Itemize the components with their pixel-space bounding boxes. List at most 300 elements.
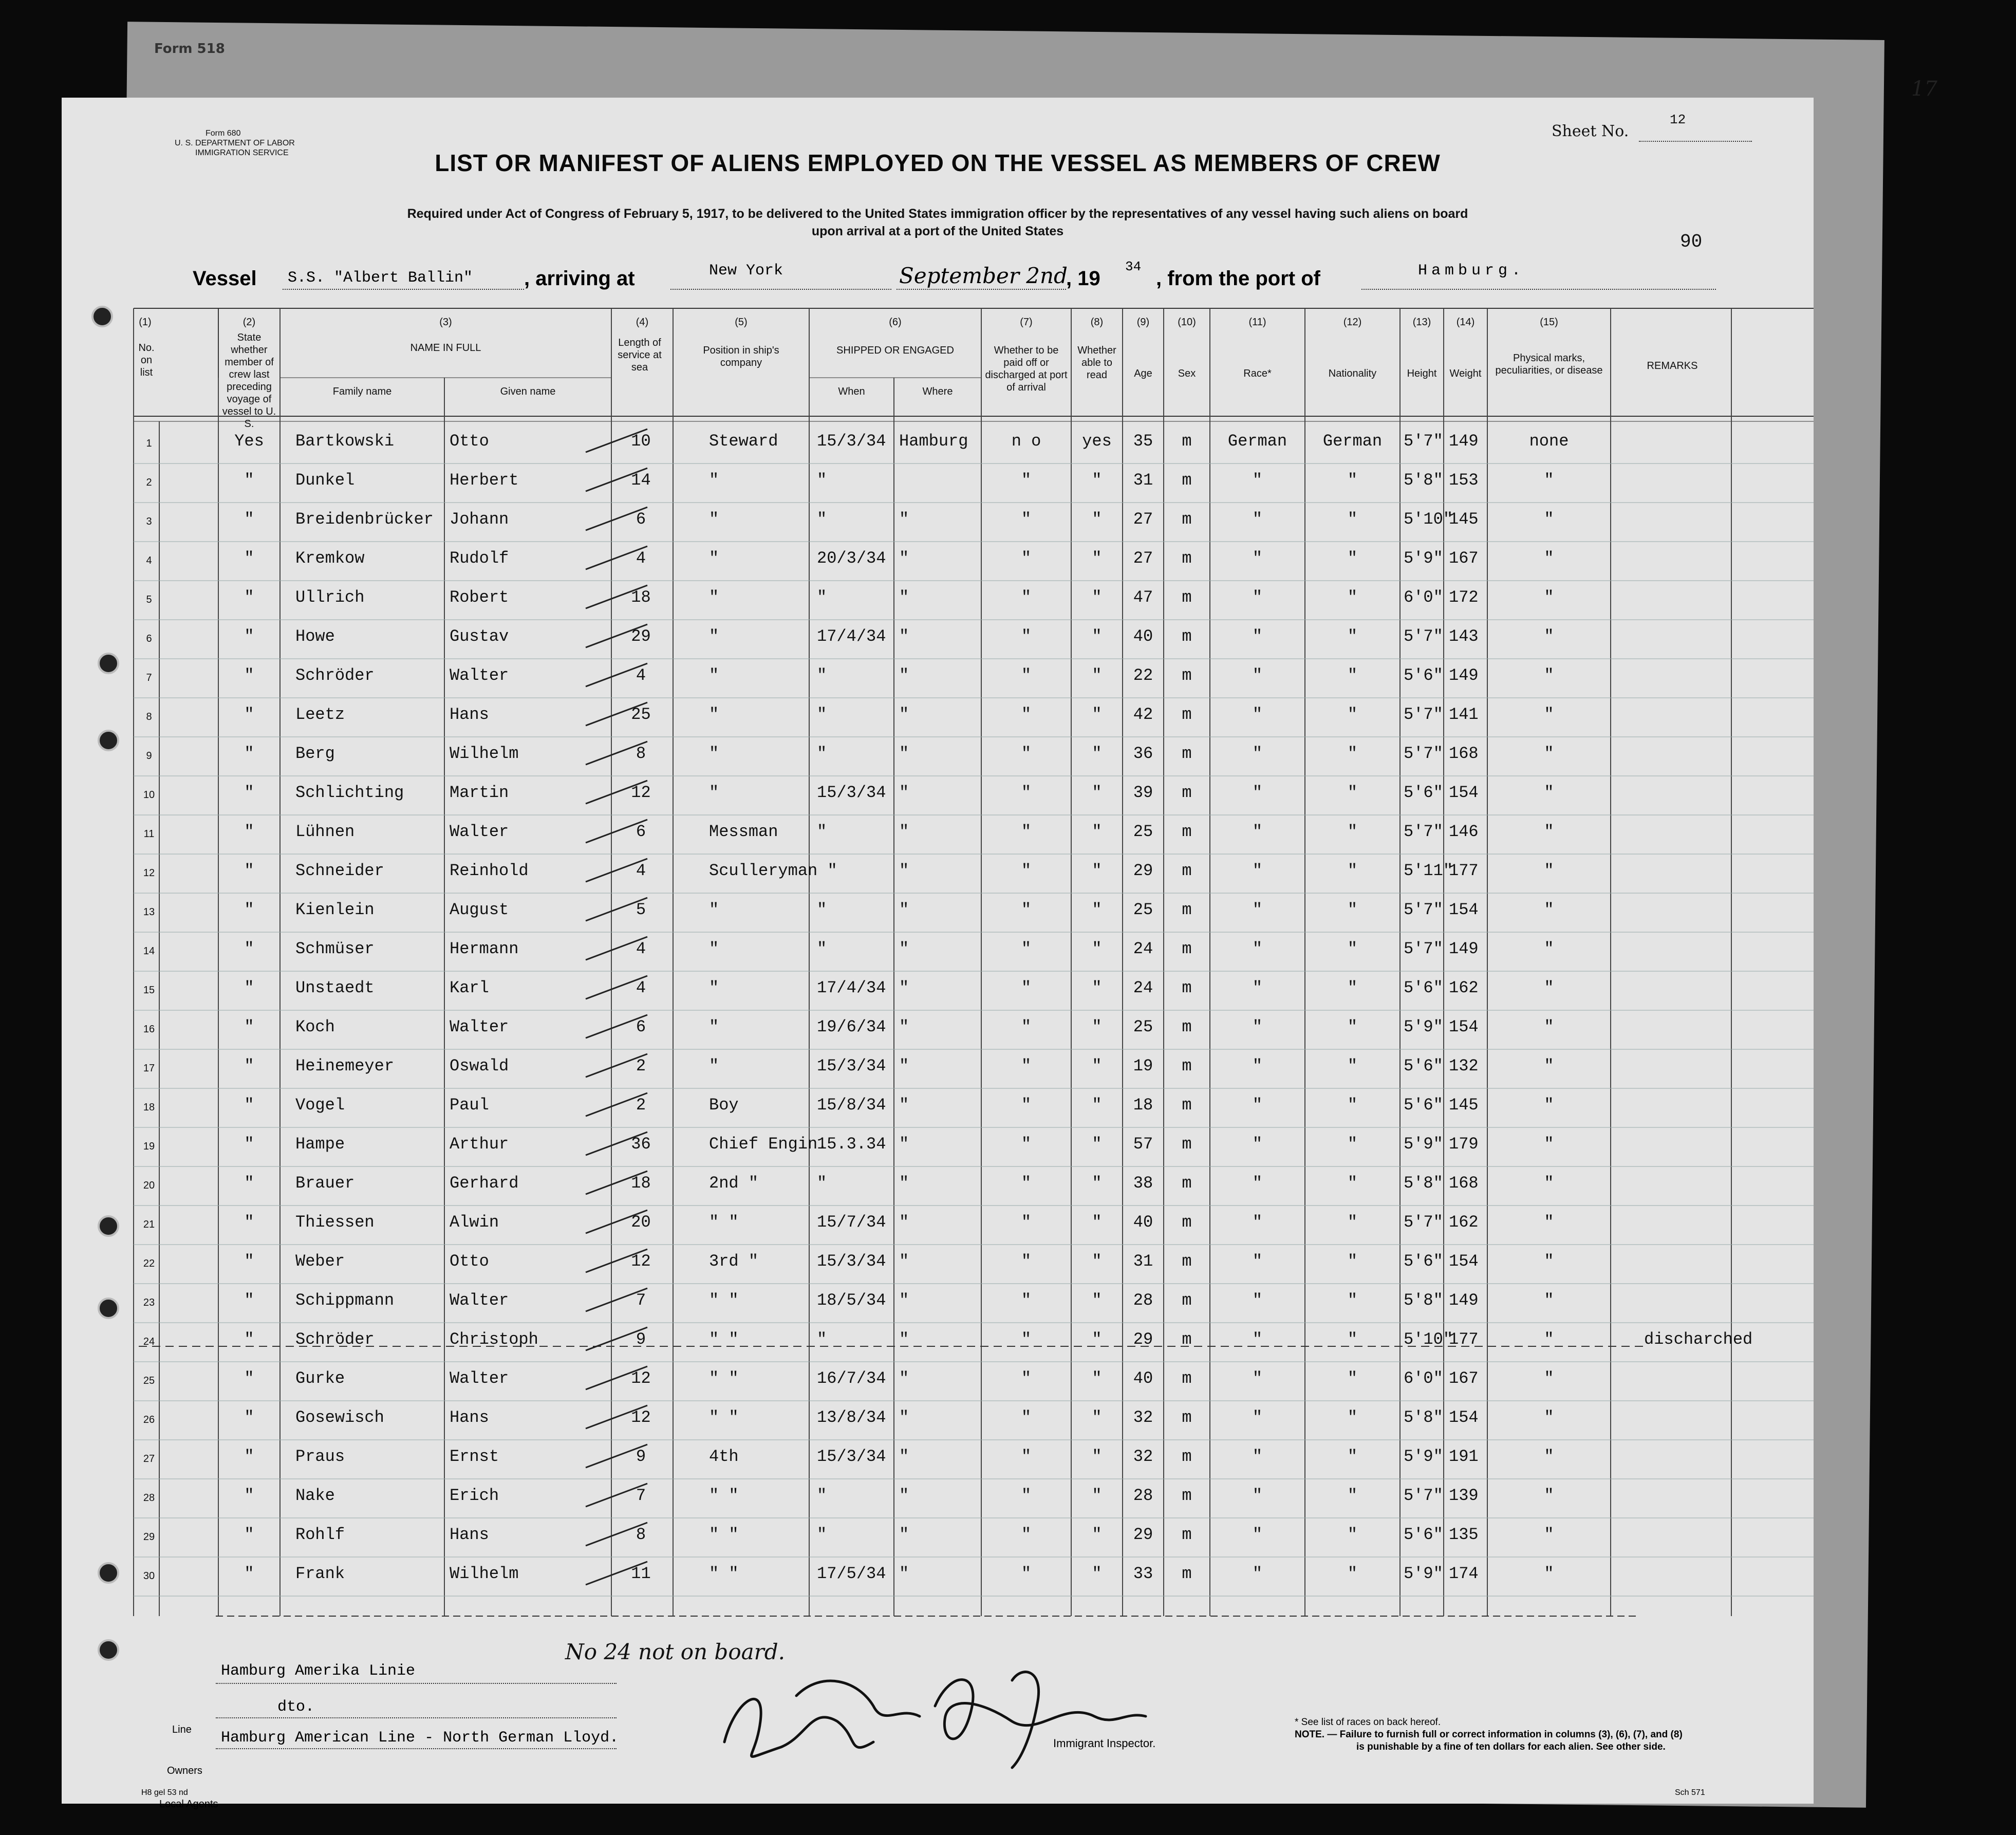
cell-nat: " xyxy=(1347,471,1358,490)
cell-paid: " xyxy=(1021,1135,1032,1154)
cell-nat: " xyxy=(1347,1135,1358,1154)
cell-given: Walter xyxy=(450,1369,509,1388)
cell-weight: 154 xyxy=(1449,1017,1479,1036)
cell-service: 4 xyxy=(636,978,646,997)
cell-age: 32 xyxy=(1133,1447,1153,1466)
cell-race: " xyxy=(1252,1291,1263,1310)
cell-sex: m xyxy=(1182,1369,1192,1388)
cell-service: 12 xyxy=(631,1252,651,1271)
col-14-number: (14) xyxy=(1456,317,1475,328)
cell-position: Chief Engin. xyxy=(709,1135,828,1154)
cell-paid: " xyxy=(1021,1174,1032,1193)
cell-nat: German xyxy=(1322,432,1383,451)
cell-paid: " xyxy=(1021,1408,1032,1427)
cell-prev: " xyxy=(244,705,254,724)
cell-marks: " xyxy=(1544,900,1554,919)
cell-given: Reinhold xyxy=(450,861,529,880)
cell-paid: " xyxy=(1021,900,1032,919)
cell-given: Oswald xyxy=(450,1056,509,1076)
cell-family: Thiessen xyxy=(295,1213,375,1232)
cell-race: " xyxy=(1252,1369,1263,1388)
col-10-number: (10) xyxy=(1178,317,1196,328)
cell-position: 3rd " xyxy=(709,1252,759,1271)
cell-no: 9 xyxy=(146,750,152,762)
cell-when: " xyxy=(817,1174,827,1193)
col-12-header: Nationality xyxy=(1328,368,1377,379)
sheet-number: 12 xyxy=(1670,112,1686,127)
cell-sex: m xyxy=(1182,666,1192,685)
cell-given: Gustav xyxy=(450,627,509,646)
cell-nat: " xyxy=(1347,783,1358,802)
cell-read: " xyxy=(1092,1447,1102,1466)
cell-no: 26 xyxy=(143,1414,155,1425)
cell-race: " xyxy=(1252,1408,1263,1427)
service-name: IMMIGRATION SERVICE xyxy=(195,149,289,157)
cell-read: " xyxy=(1092,549,1102,568)
cell-age: 25 xyxy=(1133,1017,1153,1036)
cell-read: " xyxy=(1092,666,1102,685)
cell-no: 21 xyxy=(143,1219,155,1230)
fine-note-1: NOTE. — Failure to furnish full or correct information in columns (3), (6), (7), and (8) xyxy=(1295,1729,1683,1740)
cell-sex: m xyxy=(1182,1096,1192,1115)
inspector-label: Immigrant Inspector. xyxy=(1053,1737,1156,1750)
cell-weight: 154 xyxy=(1449,783,1479,802)
cell-read: " xyxy=(1092,1564,1102,1583)
cell-prev: " xyxy=(244,1291,254,1310)
cell-paid: " xyxy=(1021,1447,1032,1466)
cell-service: 18 xyxy=(631,1174,651,1193)
cell-race: " xyxy=(1252,1213,1263,1232)
cell-sex: m xyxy=(1182,1564,1192,1583)
cell-marks: " xyxy=(1544,1096,1554,1115)
cell-given: Hermann xyxy=(450,939,519,958)
cell-height: 5'11" xyxy=(1404,861,1453,880)
cell-read: " xyxy=(1092,1096,1102,1115)
cell-position: " xyxy=(709,1056,719,1076)
cell-sex: m xyxy=(1182,783,1192,802)
cell-given: Walter xyxy=(450,1291,509,1310)
cell-family: Dunkel xyxy=(295,471,355,490)
cell-paid: " xyxy=(1021,744,1032,763)
cell-paid: " xyxy=(1021,1330,1032,1349)
cell-read: " xyxy=(1092,861,1102,880)
arriving-label: , arriving at xyxy=(524,267,635,290)
cell-given: Herbert xyxy=(450,471,519,490)
cell-service: 4 xyxy=(636,549,646,568)
cell-family: Howe xyxy=(295,627,335,646)
cell-where: " xyxy=(899,939,909,958)
cell-family: Schmüser xyxy=(295,939,375,958)
cell-age: 36 xyxy=(1133,744,1153,763)
cell-when: " xyxy=(817,666,827,685)
cell-paid: " xyxy=(1021,1252,1032,1271)
cell-position: 4th xyxy=(709,1447,739,1466)
owners-label: Owners xyxy=(167,1765,202,1776)
cell-marks: " xyxy=(1544,1330,1554,1349)
cell-sex: m xyxy=(1182,1213,1192,1232)
cell-age: 40 xyxy=(1133,1369,1153,1388)
cell-age: 24 xyxy=(1133,939,1153,958)
cell-sex: m xyxy=(1182,900,1192,919)
cell-race: " xyxy=(1252,1017,1263,1036)
cell-nat: " xyxy=(1347,744,1358,763)
cell-marks: " xyxy=(1544,1017,1554,1036)
cell-read: " xyxy=(1092,1174,1102,1193)
document-subtitle-2: upon arrival at a port of the United States xyxy=(811,224,1064,238)
cell-marks: " xyxy=(1544,783,1554,802)
cell-paid: " xyxy=(1021,783,1032,802)
cell-paid: " xyxy=(1021,588,1032,607)
cell-marks: " xyxy=(1544,1056,1554,1076)
cell-nat: " xyxy=(1347,1447,1358,1466)
cell-age: 35 xyxy=(1133,432,1153,451)
cell-weight: 146 xyxy=(1449,822,1479,841)
cell-position: " " xyxy=(709,1525,739,1544)
cell-no: 28 xyxy=(143,1492,155,1504)
cell-read: " xyxy=(1092,627,1102,646)
cell-where: " xyxy=(899,822,909,841)
cell-height: 5'7" xyxy=(1404,900,1443,919)
cell-sex: m xyxy=(1182,1252,1192,1271)
cell-no: 14 xyxy=(143,946,155,957)
cell-service: 6 xyxy=(636,1017,646,1036)
cell-age: 42 xyxy=(1133,705,1153,724)
cell-given: Arthur xyxy=(450,1135,509,1154)
cell-prev: " xyxy=(244,1525,254,1544)
cell-nat: " xyxy=(1347,1252,1358,1271)
cell-where: " xyxy=(899,627,909,646)
cell-race: " xyxy=(1252,978,1263,997)
cell-height: 5'9" xyxy=(1404,1135,1443,1154)
cell-marks: " xyxy=(1544,1525,1554,1544)
cell-paid: " xyxy=(1021,471,1032,490)
cell-race: " xyxy=(1252,1330,1263,1349)
cell-when: 13/8/34 xyxy=(817,1408,886,1427)
cell-nat: " xyxy=(1347,1056,1358,1076)
cell-marks: " xyxy=(1544,549,1554,568)
cell-where: " xyxy=(899,1017,909,1036)
cell-marks: " xyxy=(1544,627,1554,646)
cell-where: " xyxy=(899,1056,909,1076)
col-5-number: (5) xyxy=(735,317,748,328)
cell-read: " xyxy=(1092,822,1102,841)
cell-age: 31 xyxy=(1133,471,1153,490)
cell-family: Ullrich xyxy=(295,588,365,607)
cell-prev: " xyxy=(244,939,254,958)
cell-read: " xyxy=(1092,1408,1102,1427)
cell-paid: " xyxy=(1021,1213,1032,1232)
cell-nat: " xyxy=(1347,939,1358,958)
cell-service: 14 xyxy=(631,471,651,490)
cell-nat: " xyxy=(1347,1486,1358,1505)
cell-paid: " xyxy=(1021,822,1032,841)
cell-no: 15 xyxy=(143,985,155,996)
where-header: Where xyxy=(922,386,953,397)
cell-read: " xyxy=(1092,900,1102,919)
cell-no: 30 xyxy=(143,1570,155,1582)
cell-service: 11 xyxy=(631,1564,651,1583)
cell-service: 20 xyxy=(631,1213,651,1232)
cell-read: " xyxy=(1092,1291,1102,1310)
cell-family: Breidenbrücker xyxy=(295,510,434,529)
cell-service: 2 xyxy=(636,1056,646,1076)
cell-marks: " xyxy=(1544,861,1554,880)
cell-service: 12 xyxy=(631,783,651,802)
cell-no: 18 xyxy=(143,1102,155,1113)
col-15-number: (15) xyxy=(1540,317,1558,328)
cell-family: Schneider xyxy=(295,861,384,880)
col-2-number: (2) xyxy=(242,317,256,328)
cell-service: 6 xyxy=(636,510,646,529)
cell-race: " xyxy=(1252,1525,1263,1544)
cell-race: " xyxy=(1252,549,1263,568)
cell-height: 5'7" xyxy=(1404,1213,1443,1232)
cell-position: Steward xyxy=(709,432,778,451)
cell-prev: " xyxy=(244,744,254,763)
cell-sex: m xyxy=(1182,588,1192,607)
cell-nat: " xyxy=(1347,588,1358,607)
cell-family: Schröder xyxy=(295,1330,375,1349)
cell-marks: " xyxy=(1544,1174,1554,1193)
cell-age: 40 xyxy=(1133,627,1153,646)
cell-given: Ernst xyxy=(450,1447,499,1466)
cell-paid: " xyxy=(1021,1291,1032,1310)
cell-service: 2 xyxy=(636,1096,646,1115)
cell-read: " xyxy=(1092,1056,1102,1076)
cell-sex: m xyxy=(1182,1447,1192,1466)
cell-read: " xyxy=(1092,744,1102,763)
cell-position: " xyxy=(709,705,719,724)
cell-prev: " xyxy=(244,1096,254,1115)
cell-marks: " xyxy=(1544,471,1554,490)
cell-sex: m xyxy=(1182,627,1192,646)
cell-marks: " xyxy=(1544,666,1554,685)
cell-position: " xyxy=(709,471,719,490)
cell-prev: " xyxy=(244,510,254,529)
cell-race: " xyxy=(1252,1174,1263,1193)
cell-weight: 141 xyxy=(1449,705,1479,724)
cell-prev: " xyxy=(244,1174,254,1193)
cell-no: 4 xyxy=(146,555,152,566)
cell-family: Kremkow xyxy=(295,549,365,568)
cell-nat: " xyxy=(1347,1330,1358,1349)
col-2-header: State whether member of crew last preceding voyage of vessel to U. S. xyxy=(222,332,276,430)
department-name: U. S. DEPARTMENT OF LABOR xyxy=(175,139,295,147)
col-7-number: (7) xyxy=(1020,317,1033,328)
cell-sex: m xyxy=(1182,1408,1192,1427)
cell-prev: " xyxy=(244,822,254,841)
cell-service: 9 xyxy=(636,1447,646,1466)
col-5-header: Position in ship's company xyxy=(703,345,779,368)
cell-where: " xyxy=(899,783,909,802)
cell-race: " xyxy=(1252,783,1263,802)
cell-weight: 167 xyxy=(1449,1369,1479,1388)
cell-when: 15/8/34 xyxy=(817,1096,886,1115)
cell-no: 7 xyxy=(146,672,152,683)
cell-race: " xyxy=(1252,1135,1263,1154)
cell-no: 1 xyxy=(146,438,152,449)
cell-prev: " xyxy=(244,549,254,568)
cell-family: Schlichting xyxy=(295,783,404,802)
cell-position: " " xyxy=(709,1291,739,1310)
cell-prev: " xyxy=(244,1486,254,1505)
cell-when: " xyxy=(817,1525,827,1544)
cell-height: 5'9" xyxy=(1404,1564,1443,1583)
cell-where: " xyxy=(899,900,909,919)
cell-weight: 167 xyxy=(1449,549,1479,568)
given-name-header: Given name xyxy=(500,386,556,397)
cell-marks: none xyxy=(1529,432,1569,451)
cell-where: " xyxy=(899,1330,909,1349)
cell-family: Nake xyxy=(295,1486,335,1505)
col-11-number: (11) xyxy=(1248,317,1266,328)
col-7-header: Whether to be paid off or discharged at port of arrival xyxy=(985,345,1068,393)
cell-position: " xyxy=(709,588,719,607)
col-1-number: (1) xyxy=(139,317,152,328)
cell-marks: " xyxy=(1544,978,1554,997)
cell-no: 2 xyxy=(146,477,152,488)
cell-family: Brauer xyxy=(295,1174,355,1193)
cell-paid: " xyxy=(1021,1525,1032,1544)
cell-sex: m xyxy=(1182,822,1192,841)
cell-when: " xyxy=(817,1330,827,1349)
arrival-date: September 2nd xyxy=(899,263,1068,288)
cell-when: " xyxy=(817,1486,827,1505)
cell-read: " xyxy=(1092,783,1102,802)
cell-sex: m xyxy=(1182,1056,1192,1076)
cell-given: Alwin xyxy=(450,1213,499,1232)
cell-when: 19/6/34 xyxy=(817,1017,886,1036)
cell-age: 22 xyxy=(1133,666,1153,685)
cell-read: " xyxy=(1092,510,1102,529)
cell-where: " xyxy=(899,861,909,880)
cell-weight: 177 xyxy=(1449,861,1479,880)
cell-position: " xyxy=(709,666,719,685)
cell-where: " xyxy=(899,510,909,529)
cell-no: 20 xyxy=(143,1180,155,1191)
cell-paid: " xyxy=(1021,939,1032,958)
cell-marks: " xyxy=(1544,1486,1554,1505)
year-suffix: 34 xyxy=(1125,259,1142,274)
cell-age: 32 xyxy=(1133,1408,1153,1427)
cell-age: 18 xyxy=(1133,1096,1153,1115)
cell-where: " xyxy=(899,1369,909,1388)
cell-prev: " xyxy=(244,1213,254,1232)
manifest-sheet xyxy=(62,98,1814,1810)
remarks-header: REMARKS xyxy=(1647,360,1698,372)
cell-weight: 172 xyxy=(1449,588,1479,607)
cell-prev: " xyxy=(244,588,254,607)
cell-service: 8 xyxy=(636,744,646,763)
cell-height: 6'0" xyxy=(1404,588,1443,607)
cell-race: " xyxy=(1252,1252,1263,1271)
cell-paid: " xyxy=(1021,1369,1032,1388)
cell-marks: " xyxy=(1544,939,1554,958)
cell-nat: " xyxy=(1347,1213,1358,1232)
cell-paid: " xyxy=(1021,666,1032,685)
cell-position: " xyxy=(709,549,719,568)
cell-when: 15/3/34 xyxy=(817,1252,886,1271)
cell-race: " xyxy=(1252,744,1263,763)
cell-age: 38 xyxy=(1133,1174,1153,1193)
cell-age: 31 xyxy=(1133,1252,1153,1271)
cell-given: Walter xyxy=(450,666,509,685)
cell-nat: " xyxy=(1347,705,1358,724)
cell-weight: 135 xyxy=(1449,1525,1479,1544)
from-port-label: , from the port of xyxy=(1156,267,1320,290)
cell-no: 6 xyxy=(146,633,152,644)
cell-sex: m xyxy=(1182,1135,1192,1154)
cell-when: 15/3/34 xyxy=(817,1447,886,1466)
cell-weight: 154 xyxy=(1449,900,1479,919)
cell-height: 5'7" xyxy=(1404,939,1443,958)
cell-prev: " xyxy=(244,471,254,490)
cell-service: 18 xyxy=(631,588,651,607)
cell-sex: m xyxy=(1182,510,1192,529)
cell-when: 15/3/34 xyxy=(817,783,886,802)
cell-no: 5 xyxy=(146,594,152,605)
cell-position: " xyxy=(709,627,719,646)
cell-service: 9 xyxy=(636,1330,646,1349)
cell-where: " xyxy=(899,1213,909,1232)
cell-age: 28 xyxy=(1133,1291,1153,1310)
cell-given: Wilhelm xyxy=(450,744,519,763)
cell-nat: " xyxy=(1347,1525,1358,1544)
cell-no: 8 xyxy=(146,711,152,722)
cell-age: 29 xyxy=(1133,861,1153,880)
cell-read: " xyxy=(1092,1525,1102,1544)
col-3-header: NAME IN FULL xyxy=(410,342,481,354)
cell-position: Messman xyxy=(709,822,778,841)
cell-race: " xyxy=(1252,471,1263,490)
cell-read: " xyxy=(1092,1486,1102,1505)
cell-prev: " xyxy=(244,1408,254,1427)
family-name-header: Family name xyxy=(332,386,392,397)
local-agents-label: Local Agents xyxy=(159,1799,218,1810)
cell-service: 12 xyxy=(631,1408,651,1427)
cell-service: 12 xyxy=(631,1369,651,1388)
cell-family: Bartkowski xyxy=(295,432,395,451)
vessel-label: Vessel xyxy=(193,267,257,290)
cell-marks: " xyxy=(1544,1369,1554,1388)
line-value: Hamburg Amerika Linie xyxy=(221,1662,416,1680)
signatures xyxy=(704,1639,1166,1773)
cell-height: 5'8" xyxy=(1404,1174,1443,1193)
cell-where: " xyxy=(899,978,909,997)
cell-race: " xyxy=(1252,627,1263,646)
cell-given: Hans xyxy=(450,705,489,724)
cell-race: " xyxy=(1252,510,1263,529)
cell-no: 22 xyxy=(143,1258,155,1269)
cell-race: " xyxy=(1252,861,1263,880)
cell-paid: " xyxy=(1021,1564,1032,1583)
cell-marks: " xyxy=(1544,1135,1554,1154)
cell-marks: " xyxy=(1544,1252,1554,1271)
cell-height: 5'8" xyxy=(1404,1408,1443,1427)
cell-marks: " xyxy=(1544,1408,1554,1427)
cell-weight: 145 xyxy=(1449,1096,1479,1115)
cell-service: 29 xyxy=(631,627,651,646)
cell-read: " xyxy=(1092,705,1102,724)
line-label: Line xyxy=(172,1724,192,1735)
cell-age: 29 xyxy=(1133,1330,1153,1349)
cell-weight: 139 xyxy=(1449,1486,1479,1505)
cell-read: " xyxy=(1092,1213,1102,1232)
cell-nat: " xyxy=(1347,1291,1358,1310)
cell-age: 33 xyxy=(1133,1564,1153,1583)
cell-position: " xyxy=(709,510,719,529)
cell-prev: " xyxy=(244,1135,254,1154)
